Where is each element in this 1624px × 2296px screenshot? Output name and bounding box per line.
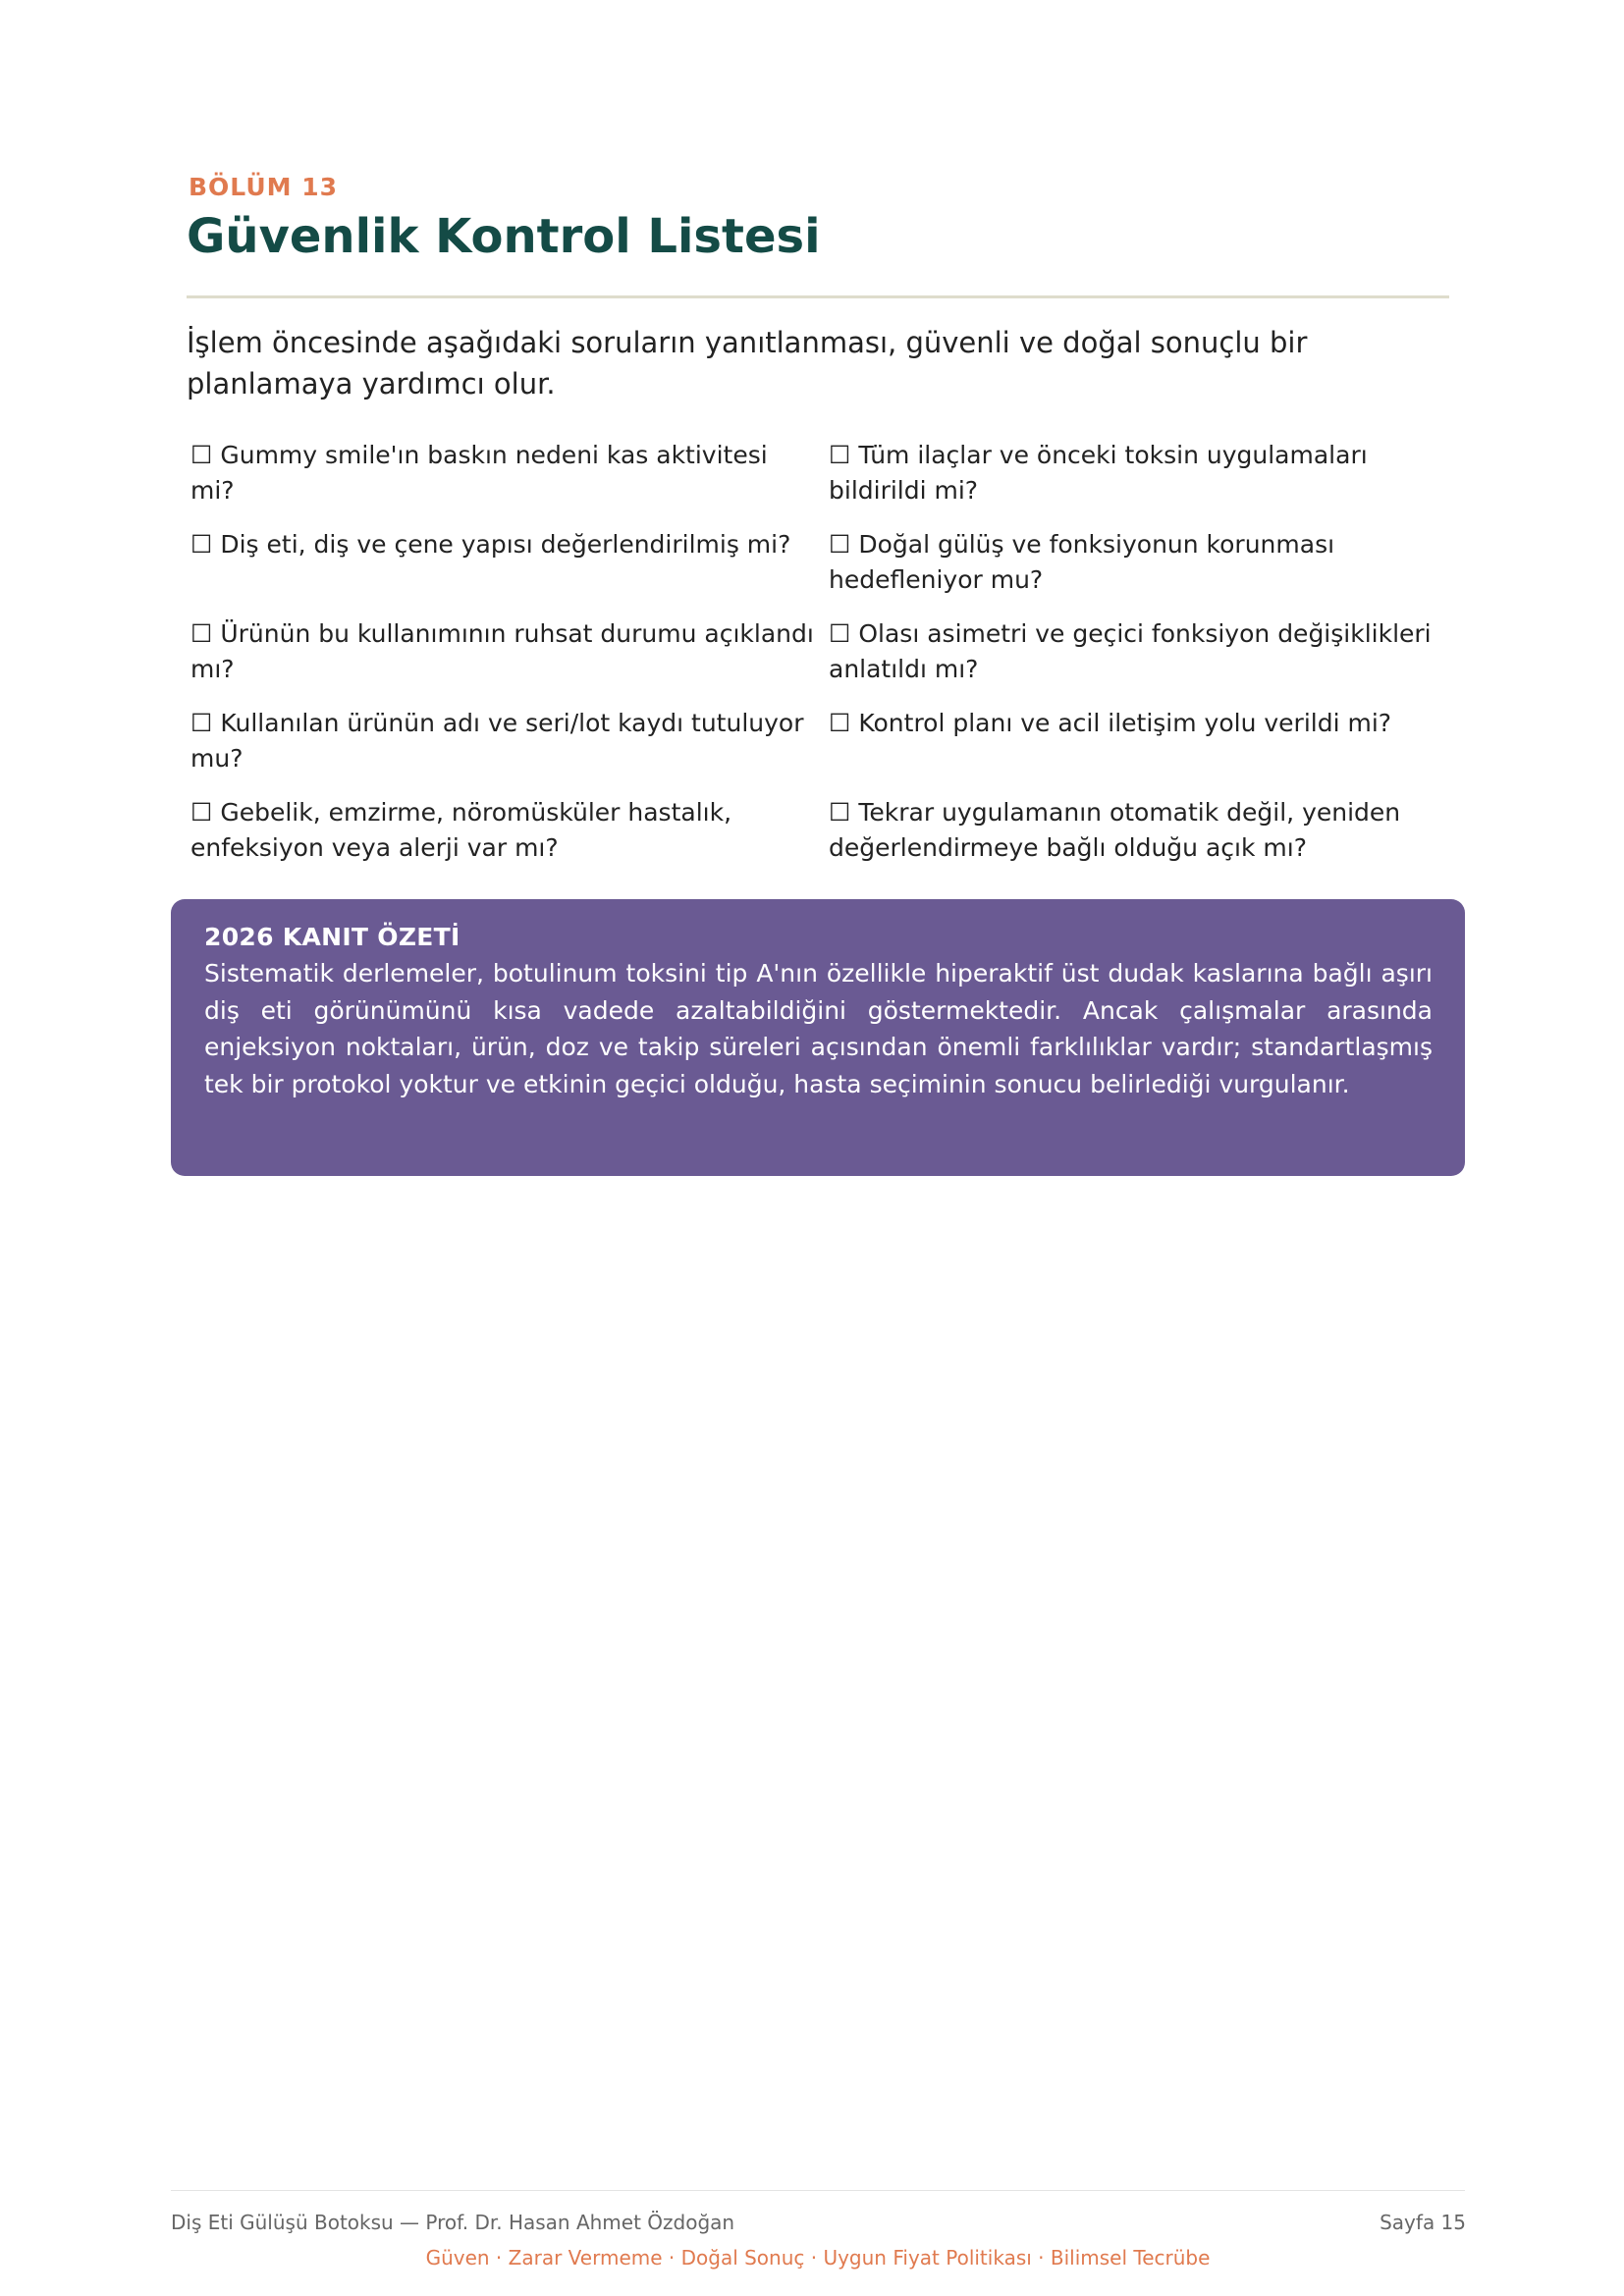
footer-tagline: Güven · Zarar Vermeme · Doğal Sonuç · Uygun Fiyat Politikası · Bilimsel Tecrübe — [425, 2246, 1211, 2269]
intro-paragraph: İşlem öncesinde aşağıdaki soruların yanıtlanması, güvenli ve doğal sonuçlu bir planlamaya yardımcı olur. — [187, 326, 1308, 400]
checklist-item: ☐ Ürünün bu kullanımının ruhsat durumu açıklandı mı? — [190, 619, 814, 683]
checklist-item: ☐ Kontrol planı ve acil iletişim yolu verildi mi? — [829, 709, 1392, 737]
section-label: BÖLÜM 13 — [189, 173, 339, 201]
footer-book-title: Diş Eti Gülüşü Botoksu — Prof. Dr. Hasan Ahmet Özdoğan — [171, 2211, 735, 2234]
checklist-item: ☐ Olası asimetri ve geçici fonksiyon değişiklikleri anlatıldı mı? — [829, 619, 1432, 683]
page-number: Sayfa 15 — [1380, 2211, 1466, 2234]
footer-divider — [171, 2190, 1465, 2191]
evidence-summary-title: 2026 KANIT ÖZETİ — [204, 923, 460, 951]
title-divider — [187, 295, 1449, 298]
page-title: Güvenlik Kontrol Listesi — [187, 209, 821, 264]
checklist-item: ☐ Tekrar uygulamanın otomatik değil, yeniden değerlendirmeye bağlı olduğu açık mı? — [829, 798, 1401, 862]
safety-checklist — [190, 438, 1457, 866]
evidence-summary-box — [171, 899, 1465, 1176]
checklist-item: ☐ Tüm ilaçlar ve önceki toksin uygulamaları bildirildi mi? — [829, 441, 1368, 505]
checklist-item: ☐ Kullanılan ürünün adı ve seri/lot kaydı tutuluyor mu? — [190, 709, 804, 773]
checklist-item: ☐ Gummy smile'ın baskın nedeni kas aktivitesi mi? — [190, 441, 768, 505]
evidence-summary-text: Sistematik derlemeler, botulinum toksini tip A'nın özellikle hiperaktif üst dudak kaslarına bağlı aşırı diş eti görünümünü kısa vadede azaltabildiğini göstermektedir. Ancak çalışmalar arasında enjeksiyon noktaları, ürün, doz ve takip süreleri açısından önemli farklılıklar vardır; standartlaşmış tek bir protokol yoktur ve etkinin geçici olduğu, hasta seçiminin sonucu belirlediği vurgulanır. — [204, 959, 1433, 1098]
checklist-item: ☐ Doğal gülüş ve fonksiyonun korunması hedefleniyor mu? — [829, 530, 1335, 594]
checklist-item: ☐ Gebelik, emzirme, nöromüsküler hastalık, enfeksiyon veya alerji var mı? — [190, 798, 732, 862]
checklist-item: ☐ Diş eti, diş ve çene yapısı değerlendirilmiş mi? — [190, 530, 791, 559]
